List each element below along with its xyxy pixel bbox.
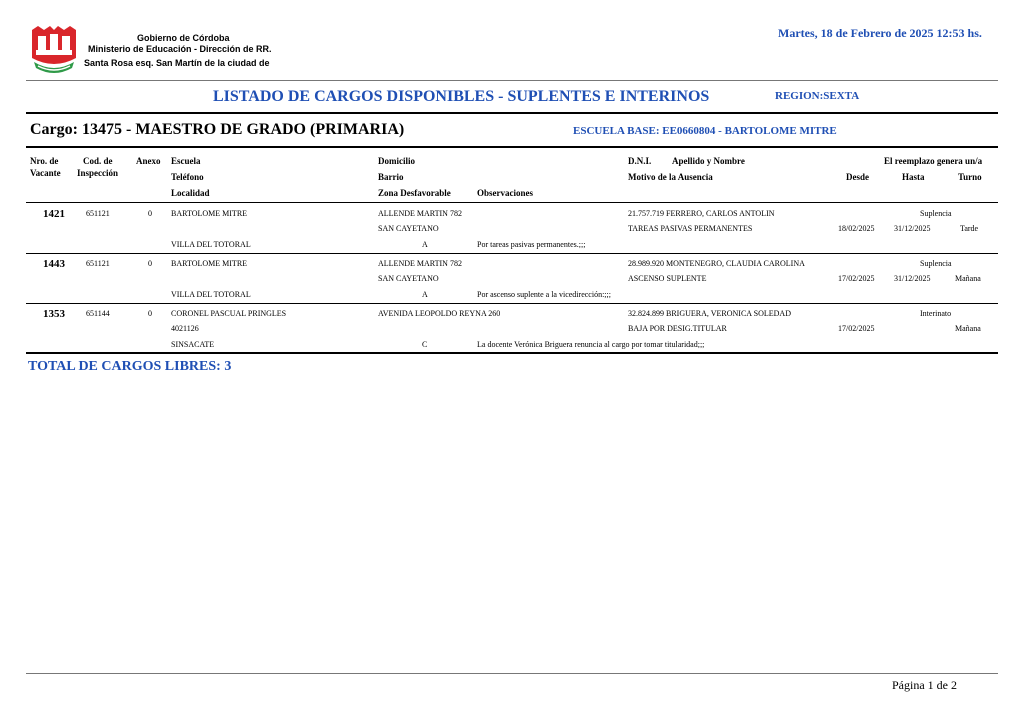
total-cargos: TOTAL DE CARGOS LIBRES: 3 (28, 359, 232, 374)
row-cod: 651121 (86, 209, 110, 218)
row-tipo: Interinato (920, 309, 952, 318)
row-dni-nombre: 32.824.899 BRIGUERA, VERONICA SOLEDAD (628, 309, 791, 318)
row-divider (26, 303, 998, 304)
report-title: LISTADO DE CARGOS DISPONIBLES - SUPLENTES E INTERINOS (213, 88, 710, 105)
col-cod-2: Inspección (77, 168, 119, 178)
col-motivo: Motivo de la Ausencia (628, 172, 713, 182)
col-observaciones: Observaciones (477, 188, 533, 198)
col-zona: Zona Desfavorable (378, 188, 451, 198)
row-turno: Mañana (955, 274, 981, 283)
row-motivo: TAREAS PASIVAS PERMANENTES (628, 224, 753, 233)
row-turno: Tarde (960, 224, 979, 233)
cargo-title: Cargo: 13475 - MAESTRO DE GRADO (PRIMARIA) (30, 121, 405, 138)
row-motivo: BAJA POR DESIG.TITULAR (628, 324, 727, 333)
row-nro: 1443 (43, 258, 65, 270)
gov-line-1: Gobierno de Córdoba (137, 33, 230, 43)
col-dni: D.N.I. (628, 156, 652, 166)
col-localidad: Localidad (171, 188, 210, 198)
col-anexo: Anexo (136, 156, 161, 166)
table-bottom-divider (26, 352, 998, 354)
col-domicilio: Domicilio (378, 156, 415, 166)
row-barrio: SAN CAYETANO (378, 224, 439, 233)
row-hasta: 31/12/2025 (894, 274, 931, 283)
cordoba-logo-icon (28, 24, 80, 78)
row-turno: Mañana (955, 324, 981, 333)
region-label: REGION:SEXTA (775, 90, 860, 102)
report-date: Martes, 18 de Febrero de 2025 12:53 hs. (778, 26, 982, 40)
row-dni-nombre: 28.989.920 MONTENEGRO, CLAUDIA CAROLINA (628, 259, 805, 268)
col-desde: Desde (846, 172, 869, 182)
row-domicilio: AVENIDA LEOPOLDO REYNA 260 (378, 309, 501, 318)
row-localidad: VILLA DEL TOTORAL (171, 240, 251, 249)
row-domicilio: ALLENDE MARTIN 782 (378, 209, 462, 218)
row-desde: 17/02/2025 (838, 274, 875, 283)
row-observaciones: La docente Verónica Briguera renuncia al cargo por tomar titularidad;;; (477, 340, 705, 349)
row-anexo: 0 (148, 309, 152, 318)
row-anexo: 0 (148, 259, 152, 268)
row-zona: C (422, 340, 428, 349)
row-observaciones: Por ascenso suplente a la vicedirección:;;; (477, 290, 611, 299)
row-dni-nombre: 21.757.719 FERRERO, CARLOS ANTOLIN (628, 209, 775, 218)
header-divider (26, 80, 998, 81)
escuela-base: ESCUELA BASE: EE0660804 - BARTOLOME MITRE (573, 125, 837, 137)
col-hasta: Hasta (902, 172, 925, 182)
col-nro-2: Vacante (30, 168, 61, 178)
row-cod: 651121 (86, 259, 110, 268)
title-divider (26, 112, 998, 114)
row-telefono: 4021126 (171, 324, 199, 333)
col-escuela: Escuela (171, 156, 201, 166)
row-motivo: ASCENSO SUPLENTE (628, 274, 707, 283)
col-turno: Turno (958, 172, 982, 182)
row-nro: 1421 (43, 208, 65, 220)
row-escuela: BARTOLOME MITRE (171, 259, 248, 268)
header-row-divider (26, 202, 998, 203)
row-anexo: 0 (148, 209, 152, 218)
row-localidad: VILLA DEL TOTORAL (171, 290, 251, 299)
row-domicilio: ALLENDE MARTIN 782 (378, 259, 462, 268)
row-desde: 18/02/2025 (838, 224, 875, 233)
row-escuela: CORONEL PASCUAL PRINGLES (171, 309, 287, 318)
col-reemplazo: El reemplazo genera un/a (884, 156, 983, 166)
col-telefono: Teléfono (171, 172, 204, 182)
col-nro-1: Nro. de (30, 156, 59, 166)
gov-line-2: Ministerio de Educación - Dirección de RR. (88, 44, 272, 54)
col-cod-1: Cod. de (83, 156, 113, 166)
row-hasta: 31/12/2025 (894, 224, 931, 233)
page-number: Página 1 de 2 (892, 678, 957, 692)
gov-line-3: Santa Rosa esq. San Martín de la ciudad de (84, 58, 270, 68)
row-nro: 1353 (43, 308, 65, 320)
footer-divider (26, 673, 998, 674)
row-divider (26, 253, 998, 254)
row-cod: 651144 (86, 309, 110, 318)
row-localidad: SINSACATE (171, 340, 215, 349)
row-tipo: Suplencia (920, 209, 952, 218)
row-zona: A (422, 290, 428, 299)
row-barrio: SAN CAYETANO (378, 274, 439, 283)
row-escuela: BARTOLOME MITRE (171, 209, 248, 218)
col-barrio: Barrio (378, 172, 404, 182)
cargo-divider (26, 146, 998, 148)
row-zona: A (422, 240, 428, 249)
row-tipo: Suplencia (920, 259, 952, 268)
row-observaciones: Por tareas pasivas permanentes.;;; (477, 240, 586, 249)
row-desde: 17/02/2025 (838, 324, 875, 333)
col-apellido: Apellido y Nombre (672, 156, 745, 166)
